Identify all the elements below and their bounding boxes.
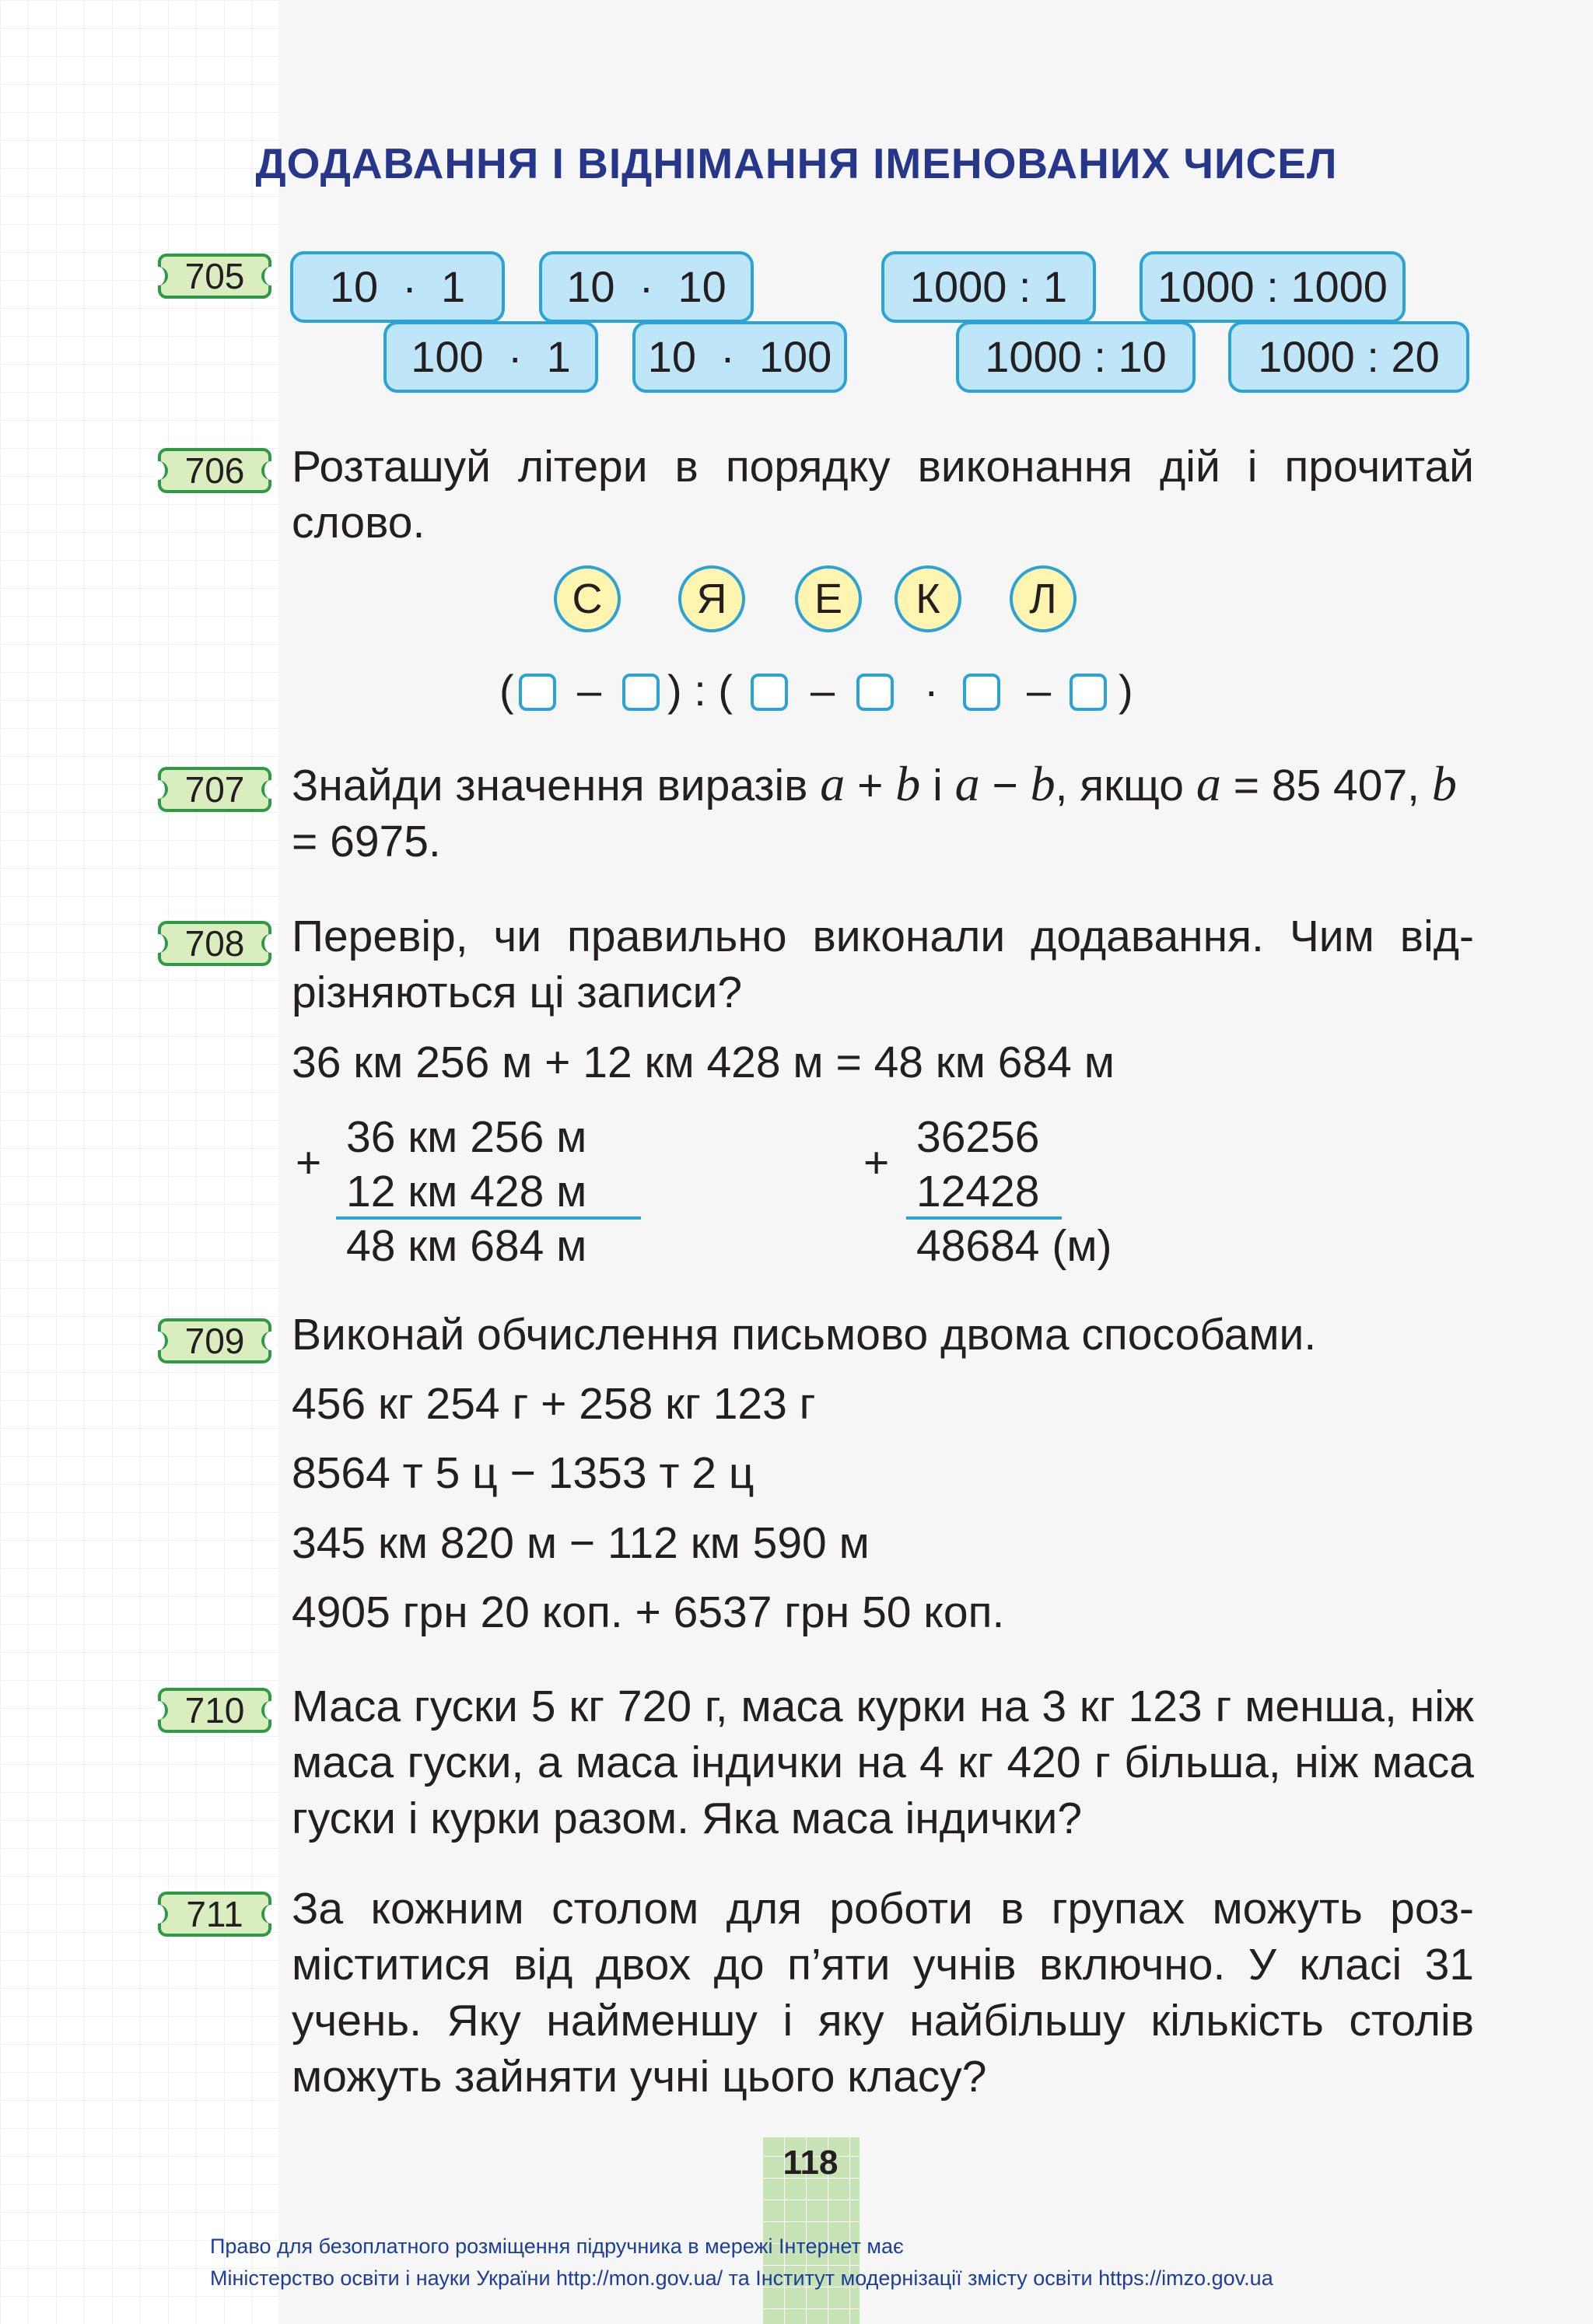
variable-a: a bbox=[1196, 756, 1221, 811]
letter-circle: Е bbox=[795, 565, 862, 632]
page-number: 118 bbox=[782, 2144, 839, 2182]
expression-card: 10 · 100 bbox=[632, 321, 847, 393]
exercise-710-text: Маса гуски 5 кг 720 г, маса курки на 3 кг 123 г менша, ніж маса гуски, а маса індички на 4 кг 420 г більша, ніж маса гуски і курки разом. Яка маса індички? bbox=[292, 1682, 1474, 1843]
letter-circle: К bbox=[895, 565, 961, 632]
exercise-number-705: 705 bbox=[158, 254, 271, 299]
calculation-line: 456 кг 254 г + 258 кг 123 г bbox=[292, 1379, 816, 1429]
expression-card: 100 · 1 bbox=[383, 321, 598, 393]
close-paren: ) bbox=[1119, 666, 1133, 715]
letter-circle: Я bbox=[678, 565, 745, 632]
expression-card: 1000 : 10 bbox=[956, 321, 1196, 393]
exercise-number-710: 710 bbox=[158, 1688, 271, 1733]
exercise-708-text: Перевір, чи правильно виконали додавання. Чим від-різняються ці записи? bbox=[292, 912, 1474, 1017]
close-divide-open: ) : ( bbox=[667, 666, 733, 715]
footer-line-1: Право для безоплатного розміщення підручника в мережі Інтернет має bbox=[210, 2235, 904, 2258]
answer-box[interactable] bbox=[856, 674, 894, 711]
exercise-number-709: 709 bbox=[158, 1318, 271, 1363]
exercise-711-text: За кожним столом для роботи в групах можуть роз-міститися від двох до п’яти учнів включно. У класі 31 учень. Яку найменшу і яку найбільшу кількість столів можуть зайняти учні цього класу? bbox=[292, 1884, 1474, 2102]
exercise-707-text: Знайди значення виразів a + b і a − b, якщо a = 85 407, b = 6975. bbox=[292, 756, 1457, 866]
answer-box[interactable] bbox=[963, 674, 1000, 711]
expression-card: 10 · 10 bbox=[539, 251, 754, 323]
page-title: ДОДАВАННЯ І ВІДНІМАННЯ ІМЕНОВАНИХ ЧИСЕЛ bbox=[255, 139, 1338, 187]
variable-b: b bbox=[895, 756, 921, 811]
multiply-dot: · bbox=[924, 666, 939, 715]
calculation-line: 4905 грн 20 коп. + 6537 грн 50 коп. bbox=[292, 1587, 1005, 1637]
exercise-706-text: Розташуй літери в порядку виконання дій і прочитай слово. bbox=[292, 442, 1474, 548]
column-addend-1: 36 км 256 м bbox=[346, 1112, 587, 1162]
minus-sign: – bbox=[577, 666, 602, 715]
expression-card: 1000 : 1 bbox=[881, 251, 1096, 323]
calculation-line: 8564 т 5 ц − 1353 т 2 ц bbox=[292, 1448, 754, 1498]
column-sum: 48684 (м) bbox=[916, 1221, 1112, 1271]
open-paren: ( bbox=[499, 666, 514, 715]
expression-card: 10 · 1 bbox=[290, 251, 505, 323]
plus-sign: + bbox=[296, 1138, 322, 1188]
exercise-number-708: 708 bbox=[158, 921, 271, 966]
answer-box[interactable] bbox=[751, 674, 788, 711]
calculation-line: 345 км 820 м − 112 км 590 м bbox=[292, 1518, 870, 1568]
answer-box[interactable] bbox=[519, 674, 556, 711]
exercise-number-707: 707 bbox=[158, 767, 271, 812]
column-addend-2: 12428 bbox=[916, 1167, 1040, 1216]
expression-card: 1000 : 20 bbox=[1228, 321, 1469, 393]
variable-a: a bbox=[954, 756, 980, 811]
column-addend-2: 12 км 428 м bbox=[346, 1167, 587, 1216]
plus-sign: + bbox=[863, 1138, 890, 1188]
variable-a: a bbox=[820, 756, 846, 811]
variable-b: b bbox=[1431, 756, 1457, 811]
column-addend-1: 36256 bbox=[916, 1112, 1040, 1162]
equation-line: 36 км 256 м + 12 км 428 м = 48 км 684 м bbox=[292, 1038, 1115, 1087]
expression-card: 1000 : 1000 bbox=[1140, 251, 1406, 323]
answer-box[interactable] bbox=[622, 674, 660, 711]
footer-line-2: Міністерство освіти і науки України http://mon.gov.ua/ та Інститут модернізації змісту освіти https://imzo.gov.ua bbox=[210, 2266, 1273, 2290]
letter-circle: С bbox=[554, 565, 621, 632]
answer-box[interactable] bbox=[1070, 674, 1107, 711]
column-sum: 48 км 684 м bbox=[346, 1221, 587, 1271]
exercise-number-711: 711 bbox=[158, 1892, 271, 1937]
variable-b: b bbox=[1030, 756, 1056, 811]
exercise-709-text: Виконай обчислення письмово двома способами. bbox=[292, 1310, 1317, 1360]
minus-sign: – bbox=[811, 666, 835, 715]
minus-sign: – bbox=[1027, 666, 1052, 715]
letter-circle: Л bbox=[1010, 565, 1077, 632]
exercise-number-706: 706 bbox=[158, 448, 271, 493]
